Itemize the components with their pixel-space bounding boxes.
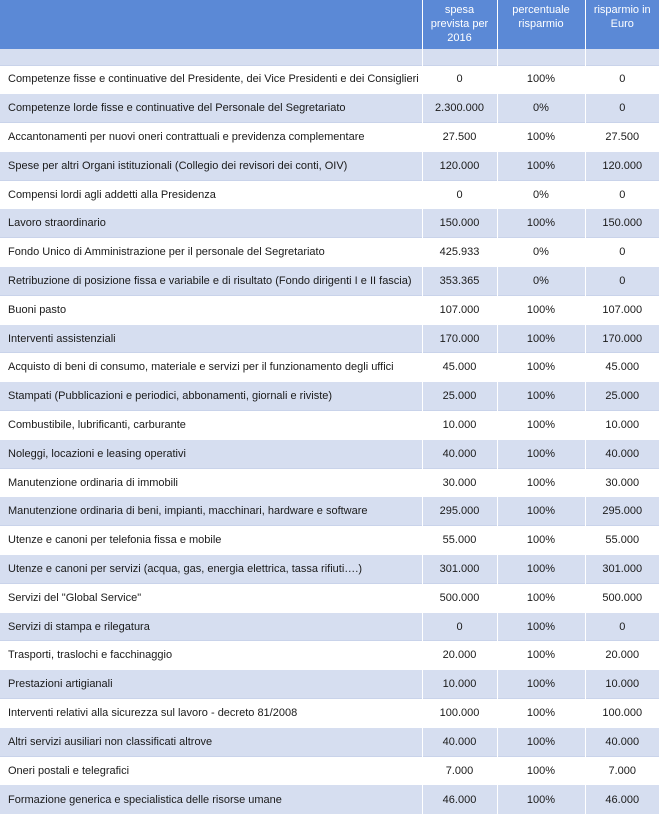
row-description: Spese per altri Organi istituzionali (Collegio dei revisori dei conti, OIV): [0, 151, 422, 180]
row-spesa-prevista: 2.300.000: [422, 94, 497, 123]
header-description: [0, 0, 422, 49]
row-percentuale-risparmio: 100%: [497, 209, 585, 238]
row-spesa-prevista: 120.000: [422, 151, 497, 180]
row-risparmio-euro: 295.000: [585, 497, 659, 526]
row-spesa-prevista: 301.000: [422, 555, 497, 584]
row-risparmio-euro: 45.000: [585, 353, 659, 382]
row-description: Retribuzione di posizione fissa e variabile e di risultato (Fondo dirigenti I e II fascia): [0, 267, 422, 296]
row-risparmio-euro: 40.000: [585, 439, 659, 468]
row-risparmio-euro: 0: [585, 612, 659, 641]
row-spesa-prevista: 295.000: [422, 497, 497, 526]
spacer-cell: [422, 49, 497, 65]
table-row: [0, 555, 659, 584]
row-spesa-prevista: 0: [422, 65, 497, 94]
row-percentuale-risparmio: 100%: [497, 295, 585, 324]
row-risparmio-euro: 500.000: [585, 583, 659, 612]
row-risparmio-euro: 20.000: [585, 641, 659, 670]
row-spesa-prevista: 40.000: [422, 727, 497, 756]
spacer-cell: [497, 49, 585, 65]
table-row: [0, 612, 659, 641]
row-risparmio-euro: 0: [585, 267, 659, 296]
row-description: Oneri postali e telegrafici: [0, 756, 422, 785]
table-row: [0, 267, 659, 296]
row-risparmio-euro: 46.000: [585, 785, 659, 814]
row-spesa-prevista: 170.000: [422, 324, 497, 353]
row-percentuale-risparmio: 100%: [497, 353, 585, 382]
row-spesa-prevista: 55.000: [422, 526, 497, 555]
row-spesa-prevista: 0: [422, 612, 497, 641]
row-spesa-prevista: 27.500: [422, 123, 497, 152]
table-row: [0, 439, 659, 468]
row-risparmio-euro: 0: [585, 180, 659, 209]
table-row: [0, 411, 659, 440]
row-percentuale-risparmio: 100%: [497, 65, 585, 94]
table-row: [0, 583, 659, 612]
row-spesa-prevista: 425.933: [422, 238, 497, 267]
row-percentuale-risparmio: 100%: [497, 411, 585, 440]
row-risparmio-euro: 120.000: [585, 151, 659, 180]
row-percentuale-risparmio: 100%: [497, 324, 585, 353]
header-risparmio-euro: risparmio in Euro: [585, 0, 659, 49]
row-spesa-prevista: 10.000: [422, 670, 497, 699]
row-percentuale-risparmio: 0%: [497, 238, 585, 267]
row-percentuale-risparmio: 100%: [497, 699, 585, 728]
table-row: [0, 209, 659, 238]
table-row: [0, 353, 659, 382]
row-risparmio-euro: 0: [585, 94, 659, 123]
row-percentuale-risparmio: 0%: [497, 180, 585, 209]
row-percentuale-risparmio: 100%: [497, 670, 585, 699]
header-spesa-prevista: spesa prevista per 2016: [422, 0, 497, 49]
row-risparmio-euro: 27.500: [585, 123, 659, 152]
row-spesa-prevista: 46.000: [422, 785, 497, 814]
row-percentuale-risparmio: 100%: [497, 497, 585, 526]
row-risparmio-euro: 10.000: [585, 670, 659, 699]
row-percentuale-risparmio: 100%: [497, 382, 585, 411]
table-row: [0, 756, 659, 785]
spacer-row: [0, 49, 659, 65]
row-percentuale-risparmio: 100%: [497, 785, 585, 814]
row-percentuale-risparmio: 100%: [497, 151, 585, 180]
row-description: Stampati (Pubblicazioni e periodici, abbonamenti, giornali e riviste): [0, 382, 422, 411]
row-description: Servizi del "Global Service": [0, 583, 422, 612]
table-row: [0, 497, 659, 526]
row-percentuale-risparmio: 100%: [497, 727, 585, 756]
row-description: Compensi lordi agli addetti alla Presidenza: [0, 180, 422, 209]
row-spesa-prevista: 107.000: [422, 295, 497, 324]
row-spesa-prevista: 0: [422, 180, 497, 209]
table-header: [0, 0, 659, 49]
row-spesa-prevista: 40.000: [422, 439, 497, 468]
table-row: [0, 151, 659, 180]
table-row: [0, 699, 659, 728]
row-description: Combustibile, lubrificanti, carburante: [0, 411, 422, 440]
row-risparmio-euro: 40.000: [585, 727, 659, 756]
row-description: Buoni pasto: [0, 295, 422, 324]
row-description: Utenze e canoni per servizi (acqua, gas, energia elettrica, tassa rifiuti….): [0, 555, 422, 584]
row-description: Trasporti, traslochi e facchinaggio: [0, 641, 422, 670]
row-description: Altri servizi ausiliari non classificati altrove: [0, 727, 422, 756]
row-percentuale-risparmio: 0%: [497, 267, 585, 296]
table-row: [0, 670, 659, 699]
table-row: [0, 295, 659, 324]
table-row: [0, 238, 659, 267]
row-description: Interventi relativi alla sicurezza sul lavoro - decreto 81/2008: [0, 699, 422, 728]
table-row: [0, 324, 659, 353]
header-row: [0, 0, 659, 49]
row-risparmio-euro: 0: [585, 65, 659, 94]
row-spesa-prevista: 10.000: [422, 411, 497, 440]
row-description: Manutenzione ordinaria di immobili: [0, 468, 422, 497]
row-percentuale-risparmio: 100%: [497, 468, 585, 497]
table-row: [0, 94, 659, 123]
row-percentuale-risparmio: 100%: [497, 756, 585, 785]
row-percentuale-risparmio: 100%: [497, 555, 585, 584]
row-spesa-prevista: 150.000: [422, 209, 497, 238]
row-percentuale-risparmio: 100%: [497, 526, 585, 555]
table-row: [0, 468, 659, 497]
row-description: Lavoro straordinario: [0, 209, 422, 238]
row-spesa-prevista: 25.000: [422, 382, 497, 411]
row-description: Noleggi, locazioni e leasing operativi: [0, 439, 422, 468]
row-description: Interventi assistenziali: [0, 324, 422, 353]
table-row: [0, 785, 659, 814]
row-percentuale-risparmio: 0%: [497, 94, 585, 123]
row-spesa-prevista: 7.000: [422, 756, 497, 785]
row-spesa-prevista: 100.000: [422, 699, 497, 728]
row-percentuale-risparmio: 100%: [497, 641, 585, 670]
row-risparmio-euro: 10.000: [585, 411, 659, 440]
row-risparmio-euro: 55.000: [585, 526, 659, 555]
row-spesa-prevista: 500.000: [422, 583, 497, 612]
row-risparmio-euro: 107.000: [585, 295, 659, 324]
row-risparmio-euro: 30.000: [585, 468, 659, 497]
row-percentuale-risparmio: 100%: [497, 612, 585, 641]
row-description: Servizi di stampa e rilegatura: [0, 612, 422, 641]
spacer-cell: [0, 49, 422, 65]
row-risparmio-euro: 170.000: [585, 324, 659, 353]
row-spesa-prevista: 20.000: [422, 641, 497, 670]
row-description: Acquisto di beni di consumo, materiale e servizi per il funzionamento degli uffici: [0, 353, 422, 382]
row-risparmio-euro: 150.000: [585, 209, 659, 238]
table-row: [0, 727, 659, 756]
row-percentuale-risparmio: 100%: [497, 583, 585, 612]
row-description: Utenze e canoni per telefonia fissa e mobile: [0, 526, 422, 555]
row-description: Accantonamenti per nuovi oneri contrattuali e previdenza complementare: [0, 123, 422, 152]
row-risparmio-euro: 100.000: [585, 699, 659, 728]
table-row: [0, 641, 659, 670]
row-description: Competenze lorde fisse e continuative del Personale del Segretariato: [0, 94, 422, 123]
table-row: [0, 123, 659, 152]
row-description: Manutenzione ordinaria di beni, impianti, macchinari, hardware e software: [0, 497, 422, 526]
row-percentuale-risparmio: 100%: [497, 123, 585, 152]
row-description: Prestazioni artigianali: [0, 670, 422, 699]
table-row: [0, 526, 659, 555]
row-risparmio-euro: 25.000: [585, 382, 659, 411]
row-description: Fondo Unico di Amministrazione per il personale del Segretariato: [0, 238, 422, 267]
row-description: Formazione generica e specialistica delle risorse umane: [0, 785, 422, 814]
table-row: [0, 180, 659, 209]
row-spesa-prevista: 30.000: [422, 468, 497, 497]
row-risparmio-euro: 7.000: [585, 756, 659, 785]
row-description: Competenze fisse e continuative del Presidente, dei Vice Presidenti e dei Consiglieri: [0, 65, 422, 94]
header-percentuale-risparmio: percentuale risparmio: [497, 0, 585, 49]
row-spesa-prevista: 353.365: [422, 267, 497, 296]
row-risparmio-euro: 301.000: [585, 555, 659, 584]
table-row: [0, 382, 659, 411]
table-body: [0, 49, 659, 814]
row-risparmio-euro: 0: [585, 238, 659, 267]
row-percentuale-risparmio: 100%: [497, 439, 585, 468]
row-spesa-prevista: 45.000: [422, 353, 497, 382]
table-row: [0, 65, 659, 94]
spacer-cell: [585, 49, 659, 65]
